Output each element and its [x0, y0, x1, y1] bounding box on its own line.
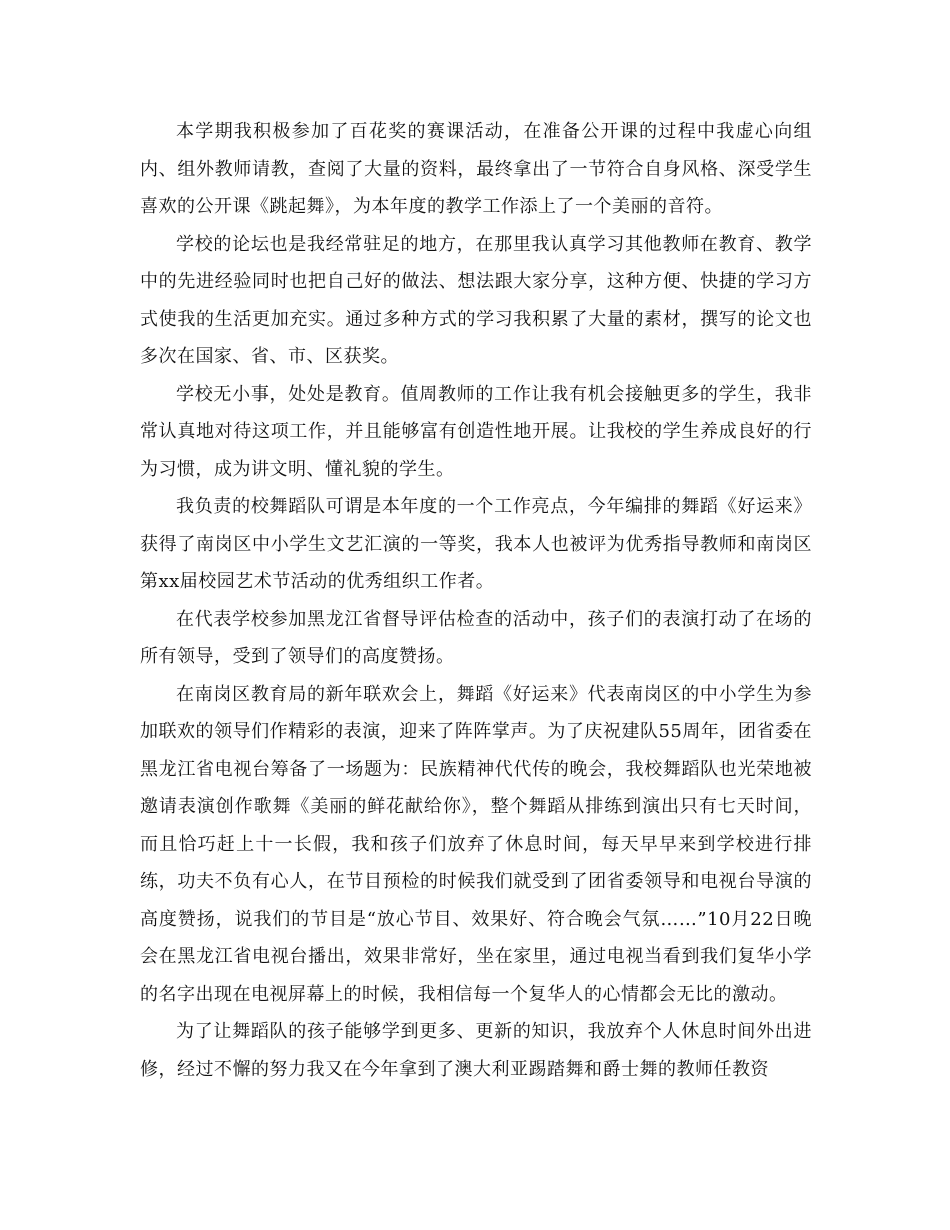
paragraph-3: 学校无小事，处处是教育。值周教师的工作让我有机会接触更多的学生，我非常认真地对待这项工作，并且能够富有创造性地开展。让我校的学生养成良好的行为习惯，成为讲文明、懂礼貌的学生。 — [140, 383, 812, 480]
paragraph-2: 学校的论坛也是我经常驻足的地方，在那里我认真学习其他教师在教育、教学中的先进经验同时也把自己好的做法、想法跟大家分享，这种方便、快捷的学习方式使我的生活更加充实。通过多种方式的学习我积累了大量的素材，撰写的论文也多次在国家、省、市、区获奖。 — [140, 233, 812, 367]
paragraph-4: 我负责的校舞蹈队可谓是本年度的一个工作亮点，今年编排的舞蹈《好运来》获得了南岗区中小学生文艺汇演的一等奖，我本人也被评为优秀指导教师和南岗区第xx届校园艺术节活动的优秀组织工作者。 — [140, 496, 812, 592]
paragraph-6: 在南岗区教育局的新年联欢会上，舞蹈《好运来》代表南岗区的中小学生为参加联欢的领导们作精彩的表演，迎来了阵阵掌声。为了庆祝建队55周年，团省委在黑龙江省电视台筹备了一场题为：民族精神代代传的晚会，我校舞蹈队也光荣地被邀请表演创作歌舞《美丽的鲜花献给你》，整个舞蹈从排练到演出只有七天时间，而且恰巧赶上十一长假，我和孩子们放弃了休息时间，每天早早来到学校进行排练，功夫不负有心人，在节目预检的时候我们就受到了团省委领导和电视台导演的高度赞扬，说我们的节目是“放心节目、效果好、符合晚会气氛……”10月22日晚会在黑龙江省电视台播出，效果非常好，坐在家里，通过电视当看到我们复华小学的名字出现在电视屏幕上的时候，我相信每一个复华人的心情都会无比的激动。 — [140, 683, 812, 1005]
paragraph-7: 为了让舞蹈队的孩子能够学到更多、更新的知识，我放弃个人休息时间外出进修，经过不懈的努力我又在今年拿到了澳大利亚踢踏舞和爵士舞的教师任教资 — [140, 1021, 812, 1080]
paragraph-5: 在代表学校参加黑龙江省督导评估检查的活动中，孩子们的表演打动了在场的所有领导，受到了领导们的高度赞扬。 — [140, 608, 812, 667]
document-body — [140, 113, 812, 1088]
paragraph-1: 本学期我积极参加了百花奖的赛课活动，在准备公开课的过程中我虚心向组内、组外教师请教，查阅了大量的资料，最终拿出了一节符合自身风格、深受学生喜欢的公开课《跳起舞》，为本年度的教学工作添上了一个美丽的音符。 — [140, 121, 812, 217]
